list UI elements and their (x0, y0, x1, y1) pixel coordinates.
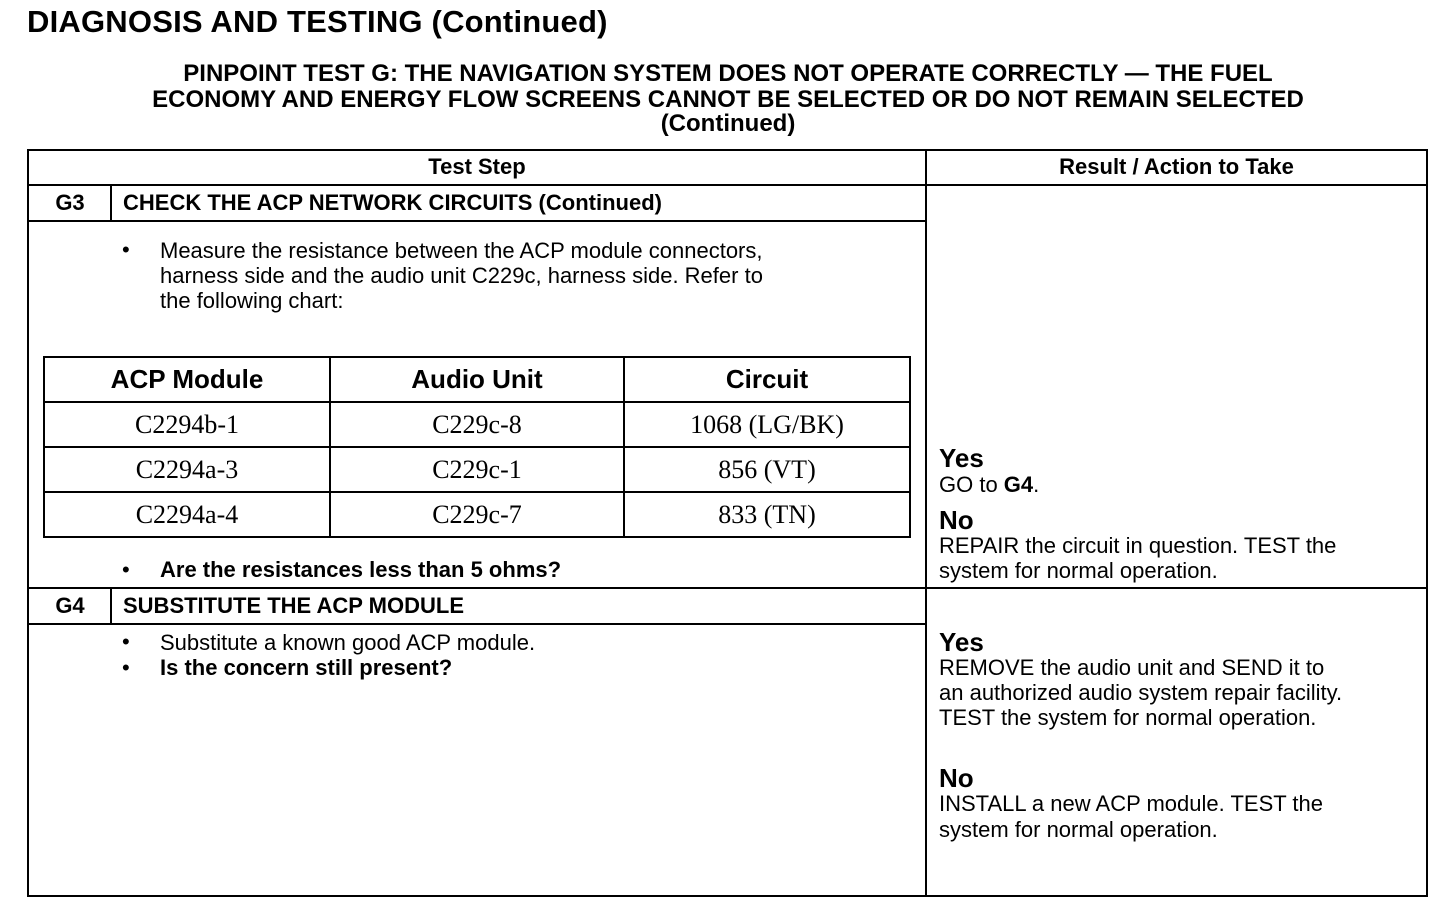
g3-yes-label: Yes (939, 443, 984, 473)
g4-yes-label: Yes (939, 627, 984, 657)
g3-instruction-line-1: Measure the resistance between the ACP module connectors, (160, 238, 763, 263)
g3-question: Are the resistances less than 5 ohms? (160, 557, 562, 582)
chart-cell-audio-unit: C229c-8 (330, 402, 624, 447)
chart-cell-audio-unit: C229c-1 (330, 447, 624, 492)
chart-cell-acp-module: C2294a-3 (44, 447, 330, 492)
bullet-marker: • (122, 237, 130, 262)
g4-no-action-line-2: system for normal operation. (939, 817, 1218, 842)
bullet-marker: • (122, 655, 130, 680)
chart-cell-acp-module: C2294b-1 (44, 402, 330, 447)
chart-row (44, 447, 910, 492)
step-id-g3: G3 (55, 190, 85, 215)
step-id-g4: G4 (55, 593, 85, 618)
chart-row (44, 492, 910, 537)
chart-header-acp-module: ACP Module (44, 357, 330, 402)
bullet-marker: • (122, 557, 130, 582)
pinpoint-title-line-2: ECONOMY AND ENERGY FLOW SCREENS CANNOT BE SELECTED OR DO NOT REMAIN SELECTED (152, 86, 1304, 113)
page-title: DIAGNOSIS AND TESTING (Continued) (27, 4, 608, 39)
chart-cell-circuit: 856 (VT) (624, 447, 910, 492)
pinpoint-title-line-1: PINPOINT TEST G: THE NAVIGATION SYSTEM DOES NOT OPERATE CORRECTLY — THE FUEL (183, 60, 1273, 87)
g4-question: Is the concern still present? (160, 655, 453, 680)
chart-cell-circuit: 833 (TN) (624, 492, 910, 537)
g4-no-label: No (939, 763, 974, 793)
chart-header-circuit: Circuit (624, 357, 910, 402)
g3-no-label: No (939, 505, 974, 535)
header-result-action: Result / Action to Take (1059, 154, 1294, 179)
g4-yes-action-line-1: REMOVE the audio unit and SEND it to (939, 655, 1325, 680)
header-test-step: Test Step (428, 154, 526, 179)
g3-no-action-line-2: system for normal operation. (939, 558, 1218, 583)
g3-no-action-line-1: REPAIR the circuit in question. TEST the (939, 533, 1337, 558)
g3-yes-target: G4 (1003, 472, 1034, 497)
g3-yes-action: GO to G4. (939, 472, 1040, 497)
step-title-g4: SUBSTITUTE THE ACP MODULE (123, 593, 465, 618)
g3-instruction-line-2: harness side and the audio unit C229c, harness side. Refer to (160, 263, 763, 288)
g4-no-action-line-1: INSTALL a new ACP module. TEST the (939, 791, 1323, 816)
chart-header-row (44, 357, 910, 402)
chart-cell-circuit: 1068 (LG/BK) (624, 402, 910, 447)
g4-yes-action-line-3: TEST the system for normal operation. (939, 705, 1317, 730)
step-title-g3: CHECK THE ACP NETWORK CIRCUITS (Continued) (123, 190, 662, 215)
acp-circuit-chart (43, 356, 911, 538)
chart-row (44, 402, 910, 447)
bullet-marker: • (122, 629, 130, 654)
chart-cell-audio-unit: C229c-7 (330, 492, 624, 537)
g3-instruction-line-3: the following chart: (160, 288, 344, 313)
chart-header-audio-unit: Audio Unit (330, 357, 624, 402)
pinpoint-title-line-3: (Continued) (660, 110, 796, 137)
g4-instruction: Substitute a known good ACP module. (160, 630, 536, 655)
g4-yes-action-line-2: an authorized audio system repair facility. (939, 680, 1343, 705)
chart-cell-acp-module: C2294a-4 (44, 492, 330, 537)
